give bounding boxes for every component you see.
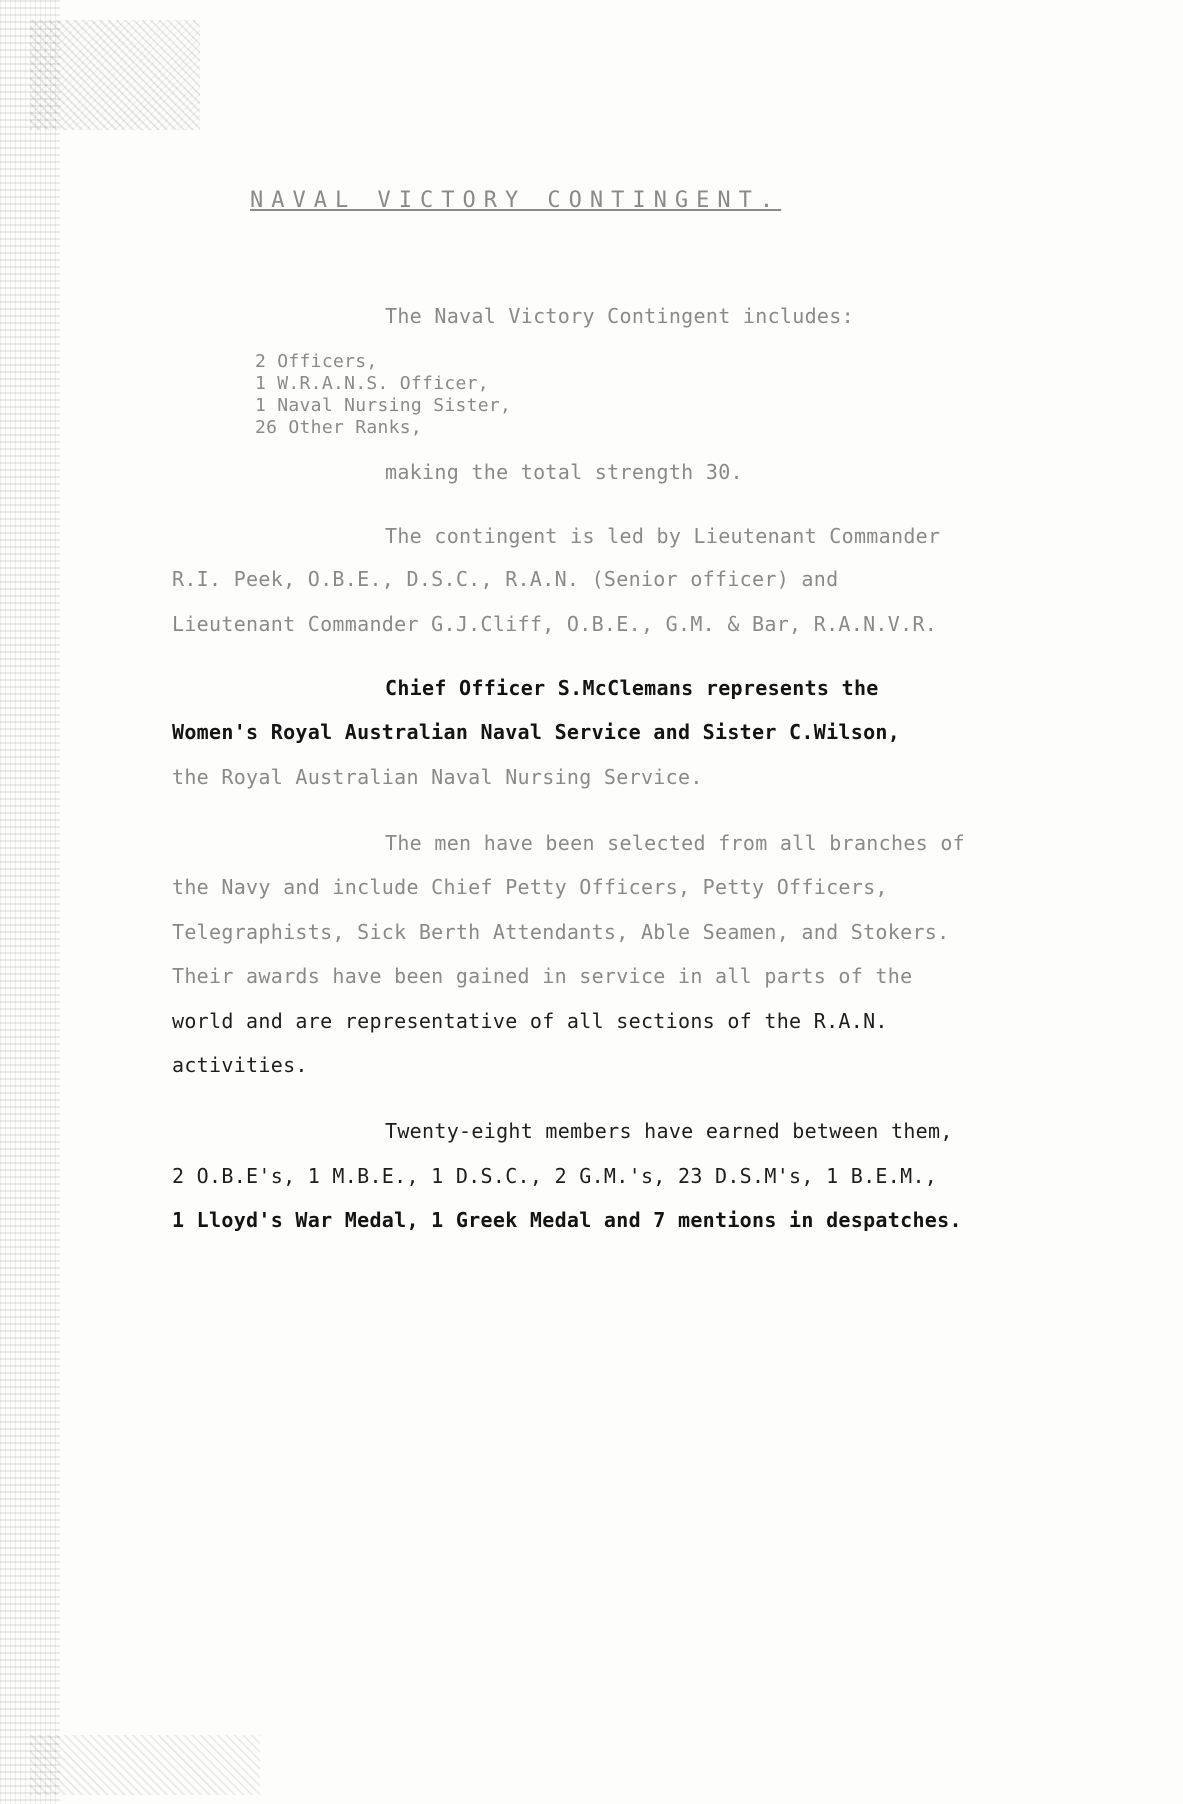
scan-corner-noise-bottom (30, 1735, 260, 1795)
branches-line: activities. (172, 1053, 308, 1077)
branches-line: world and are representative of all sections of the R.A.N. (172, 1009, 888, 1033)
services-line: the Royal Australian Naval Nursing Service. (172, 765, 703, 789)
intro-line: The Naval Victory Contingent includes: (385, 304, 854, 328)
composition-item: 26 Other Ranks, (255, 417, 423, 438)
composition-item: 1 Naval Nursing Sister, (255, 395, 512, 416)
branches-line: The men have been selected from all branches of (385, 831, 966, 855)
services-line: Chief Officer S.McClemans represents the (385, 676, 879, 700)
awards-line: 2 O.B.E's, 1 M.B.E., 1 D.S.C., 2 G.M.'s, 23 D.S.M's, 1 B.E.M., (172, 1164, 938, 1188)
document-title: NAVAL VICTORY CONTINGENT. (250, 188, 782, 213)
composition-item: 2 Officers, (255, 351, 378, 372)
awards-line: Twenty-eight members have earned between them, (385, 1119, 953, 1143)
services-line: Women's Royal Australian Naval Service and Sister C.Wilson, (172, 720, 901, 744)
leadership-line: The contingent is led by Lieutenant Commander (385, 524, 941, 548)
leadership-line: Lieutenant Commander G.J.Cliff, O.B.E., G.M. & Bar, R.A.N.V.R. (172, 612, 938, 636)
branches-line: Their awards have been gained in service in all parts of the (172, 964, 913, 988)
total-strength-line: making the total strength 30. (385, 460, 743, 484)
leadership-line: R.I. Peek, O.B.E., D.S.C., R.A.N. (Senior officer) and (172, 567, 839, 591)
scan-corner-noise-top (30, 20, 200, 130)
scan-margin-noise (0, 0, 60, 1804)
branches-line: Telegraphists, Sick Berth Attendants, Able Seamen, and Stokers. (172, 920, 950, 944)
awards-line: 1 Lloyd's War Medal, 1 Greek Medal and 7 mentions in despatches. (172, 1208, 962, 1232)
branches-line: the Navy and include Chief Petty Officers, Petty Officers, (172, 875, 888, 899)
composition-item: 1 W.R.A.N.S. Officer, (255, 373, 489, 394)
